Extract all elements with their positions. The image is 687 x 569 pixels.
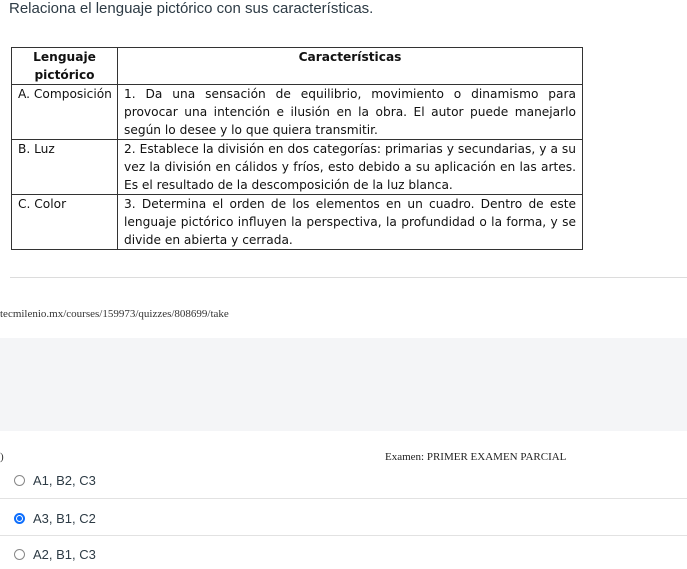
table-header-row <box>12 48 583 85</box>
characteristic-cell: 1. Da una sensación de equilibrio, movimiento o dinamismo para provocar una intención e ilusión en la obra. El autor puede manejarlo según lo desee y lo que quiera transmitir. <box>118 85 583 140</box>
option-divider <box>0 498 687 499</box>
option-label: A1, B2, C3 <box>33 472 96 488</box>
option-label: A3, B1, C2 <box>33 510 96 526</box>
option-divider <box>0 535 687 536</box>
characteristics-table <box>11 47 583 250</box>
answer-option-2[interactable] <box>14 507 96 529</box>
exam-title: Examen: PRIMER EXAMEN PARCIAL <box>385 451 567 463</box>
header-caracteristicas: Características <box>118 48 583 85</box>
term-cell: A. Composición <box>12 85 118 140</box>
divider <box>10 277 687 278</box>
table-row <box>12 140 583 195</box>
radio-unchecked-icon[interactable] <box>14 549 25 560</box>
answer-option-1[interactable] <box>14 469 96 491</box>
page-edge-mark: ) <box>0 451 4 463</box>
print-gap-band <box>0 338 687 431</box>
table-row <box>12 195 583 250</box>
table-row <box>12 85 583 140</box>
option-label: A2, B1, C3 <box>33 546 96 562</box>
term-cell: C. Color <box>12 195 118 250</box>
characteristic-cell: 3. Determina el orden de los elementos en un cuadro. Dentro de este lenguaje pictórico influyen la perspectiva, la profundidad o la forma, y se divide en abierta y cerrada. <box>118 195 583 250</box>
question-prompt: Relaciona el lenguaje pictórico con sus características. <box>9 0 374 17</box>
radio-checked-icon[interactable] <box>14 513 25 524</box>
characteristic-cell: 2. Establece la división en dos categorías: primarias y secundarias, y a su vez la división en cálidos y fríos, esto debido a su aplicación en las artes. Es el resultado de la descomposición de la luz blanca. <box>118 140 583 195</box>
header-lenguaje: Lenguaje pictórico <box>12 48 118 85</box>
page-url: tecmilenio.mx/courses/159973/quizzes/808699/take <box>0 308 229 320</box>
term-cell: B. Luz <box>12 140 118 195</box>
radio-unchecked-icon[interactable] <box>14 475 25 486</box>
answer-option-3[interactable] <box>14 543 96 565</box>
